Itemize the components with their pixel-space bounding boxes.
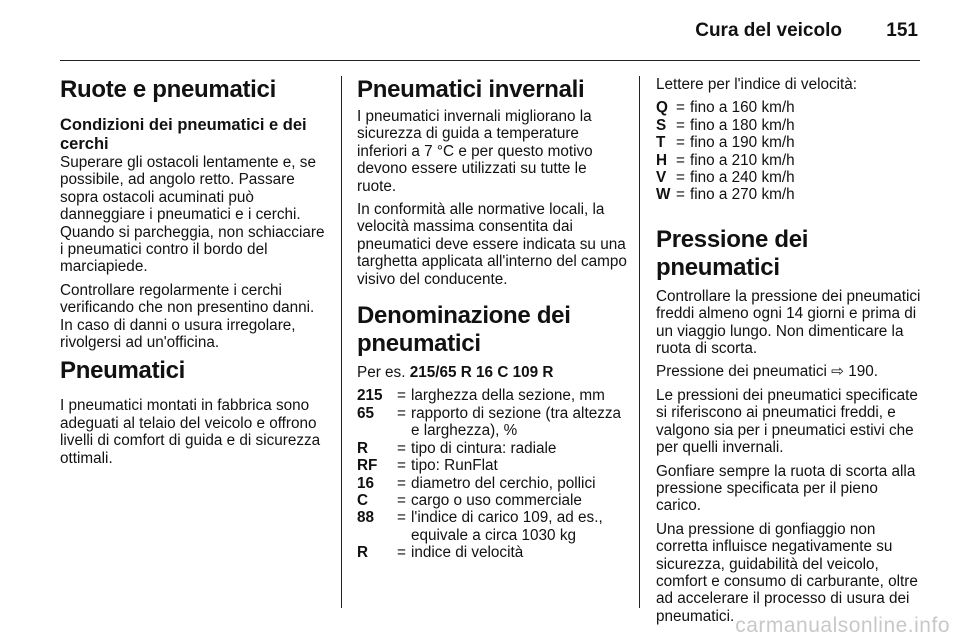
example-line (357, 364, 627, 381)
speed-value: fino a 210 km/h (690, 151, 795, 169)
speed-key: H (656, 151, 668, 169)
definition-row (357, 544, 627, 561)
section-title-tyres: Pneumatici (60, 357, 186, 385)
definition-row (357, 440, 627, 457)
definition-value: indice di velocità (411, 544, 524, 562)
definition-row (357, 492, 627, 509)
definition-row (357, 405, 627, 440)
paragraph: In conformità alle normative locali, la velocità massima consentita dai pneumatici deve essere indicata su una targhetta applicata all'interno del campo visivo del conducente. (357, 201, 627, 288)
designation-list (357, 387, 627, 561)
reference-page: 190. (844, 363, 879, 381)
definition-key: RF (357, 457, 378, 475)
equals-sign: = (676, 169, 685, 187)
equals-sign: = (676, 186, 685, 204)
speed-value: fino a 160 km/h (690, 99, 795, 117)
speed-key: Q (656, 99, 668, 117)
section-title-tyre-designation: Denominazione dei pneumatici (357, 302, 571, 358)
watermark: carmanualsonline.info (735, 614, 950, 637)
equals-sign: = (397, 474, 406, 492)
column-3 (656, 76, 924, 631)
definition-row (357, 509, 627, 544)
definition-row (357, 387, 627, 404)
page-number: 151 (886, 20, 918, 41)
section-title-winter-tyres: Pneumatici invernali (357, 76, 585, 103)
section-title-wheels-tyres: Ruote e pneumatici (60, 76, 276, 103)
column-divider-1 (341, 76, 342, 608)
speed-row (656, 134, 924, 151)
definition-key: 88 (357, 509, 375, 527)
speed-key: S (656, 116, 667, 134)
example-code: 215/65 R 16 C 109 R (409, 364, 554, 382)
equals-sign: = (397, 491, 406, 509)
example-prefix: Per es. (357, 364, 410, 382)
speed-key: T (656, 134, 666, 152)
paragraph: Una pressione di gonfiaggio non corretta influisce negativamente su sicurezza, guidabilità del veicolo, comfort e consumo di carburante, oltre ad accelerare il processo di usura dei pneumatici. (656, 520, 918, 625)
speed-value: fino a 270 km/h (690, 186, 795, 204)
definition-key: 16 (357, 474, 375, 492)
speed-row (656, 186, 924, 203)
pressure-reference (656, 363, 924, 380)
speed-key: W (656, 186, 671, 204)
header-title: Cura del veicolo (695, 20, 842, 41)
definition-value: tipo: RunFlat (411, 457, 498, 475)
speed-index-intro: Lettere per l'indice di velocità: (656, 76, 858, 93)
speed-row (656, 169, 924, 186)
paragraph: Gonfiare sempre la ruota di scorta alla pressione specificata per il pieno carico. (656, 462, 916, 515)
reference-text: Pressione dei pneumatici (656, 363, 832, 381)
definition-value: rapporto di sezione (tra altezza e larghezza), % (411, 404, 622, 440)
definition-row (357, 457, 627, 474)
definition-key: 215 (357, 387, 383, 405)
speed-row (656, 152, 924, 169)
equals-sign: = (676, 116, 685, 134)
column-2 (357, 76, 627, 562)
section-title-tyre-pressure: Pressione dei pneumatici (656, 225, 809, 281)
definition-key: C (357, 491, 369, 509)
speed-row (656, 117, 924, 134)
speed-row (656, 99, 924, 116)
paragraph: Superare gli ostacoli lentamente e, se possibile, ad angolo retto. Passare sopra ostacoli acuminati può danneggiare i pneumatici e i cerchi. Quando si parcheggia, non schiacciare i pneumatici contro il bordo del marciapiede. (60, 154, 325, 276)
speed-value: fino a 180 km/h (690, 116, 795, 134)
definition-value: cargo o uso commerciale (411, 491, 582, 509)
equals-sign: = (676, 134, 685, 152)
speed-value: fino a 190 km/h (690, 134, 795, 152)
equals-sign: = (397, 439, 406, 457)
paragraph: I pneumatici invernali migliorano la sicurezza di guida a temperature inferiori a 7 °C e per questo motivo devono essere utilizzati su tutte le ruote. (357, 108, 593, 195)
speed-key: V (656, 169, 667, 187)
definition-key: 65 (357, 404, 375, 422)
speed-value: fino a 240 km/h (690, 169, 795, 187)
equals-sign: = (397, 457, 406, 475)
definition-value: l'indice di carico 109, ad es., equivale a circa 1030 kg (411, 509, 603, 544)
arrow-right-icon[interactable]: ⇨ (831, 363, 844, 381)
paragraph: Le pressioni dei pneumatici specificate si riferiscono ai pneumatici freddi, e valgono sia per i pneumatici estivi che per quelli invernali. (656, 386, 918, 457)
definition-row (357, 475, 627, 492)
speed-index-list (656, 99, 924, 203)
column-divider-2 (639, 76, 640, 608)
equals-sign: = (397, 509, 406, 527)
equals-sign: = (397, 404, 406, 422)
equals-sign: = (397, 387, 406, 405)
definition-value: diametro del cerchio, pollici (411, 474, 596, 492)
paragraph: Controllare regolarmente i cerchi verificando che non presentino danni. In caso di danni o usura irregolare, rivolgersi ad un'officina. (60, 281, 315, 352)
equals-sign: = (676, 99, 685, 117)
definition-value: larghezza della sezione, mm (411, 387, 605, 405)
paragraph: I pneumatici montati in fabbrica sono adeguati al telaio del veicolo e offrono livelli di comfort di guida e di sicurezza ottimali. (60, 397, 321, 467)
definition-key: R (357, 439, 369, 457)
equals-sign: = (397, 544, 406, 562)
definition-key: R (357, 544, 369, 562)
equals-sign: = (676, 151, 685, 169)
definition-value: tipo di cintura: radiale (411, 439, 557, 457)
subsection-title-conditions: Condizioni dei pneumatici e dei cerchi (60, 116, 307, 153)
column-1 (60, 76, 330, 473)
paragraph: Controllare la pressione dei pneumatici freddi almeno ogni 14 giorni e prima di un viaggio lungo. Non dimenticare la ruota di scorta. (656, 287, 921, 358)
header-rule (60, 60, 920, 61)
